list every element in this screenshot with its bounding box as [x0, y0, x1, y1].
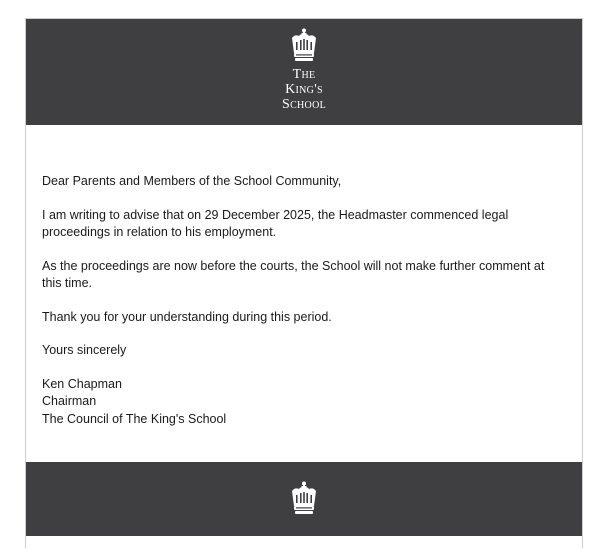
signature-name: Ken Chapman — [42, 376, 122, 391]
letter-body — [26, 173, 582, 428]
signature-title: Chairman — [42, 394, 97, 408]
crown-icon — [289, 28, 319, 64]
paragraph-3: Thank you for your understanding during this period. — [42, 309, 332, 324]
email-message — [25, 18, 583, 548]
school-logo-text — [282, 67, 326, 112]
footer-banner — [26, 462, 582, 536]
header-banner — [26, 19, 582, 125]
crown-icon — [289, 481, 319, 517]
closing: Yours sincerely — [42, 343, 127, 357]
salutation: Dear Parents and Members of the School Community, — [42, 174, 342, 188]
logo-line-1: The — [292, 67, 316, 82]
paragraph-1: I am writing to advise that on 29 December 2025, the Headmaster commenced legal proceedings in relation to his employment. — [42, 207, 509, 239]
signature-block — [42, 376, 566, 429]
logo-line-3: School — [281, 97, 327, 112]
logo-line-2: King's — [285, 82, 323, 97]
paragraph-2: As the proceedings are now before the courts, the School will not make further comment at this time. — [42, 258, 545, 290]
signature-org: The Council of The King's School — [42, 411, 227, 426]
bottom-spacer — [26, 536, 582, 549]
